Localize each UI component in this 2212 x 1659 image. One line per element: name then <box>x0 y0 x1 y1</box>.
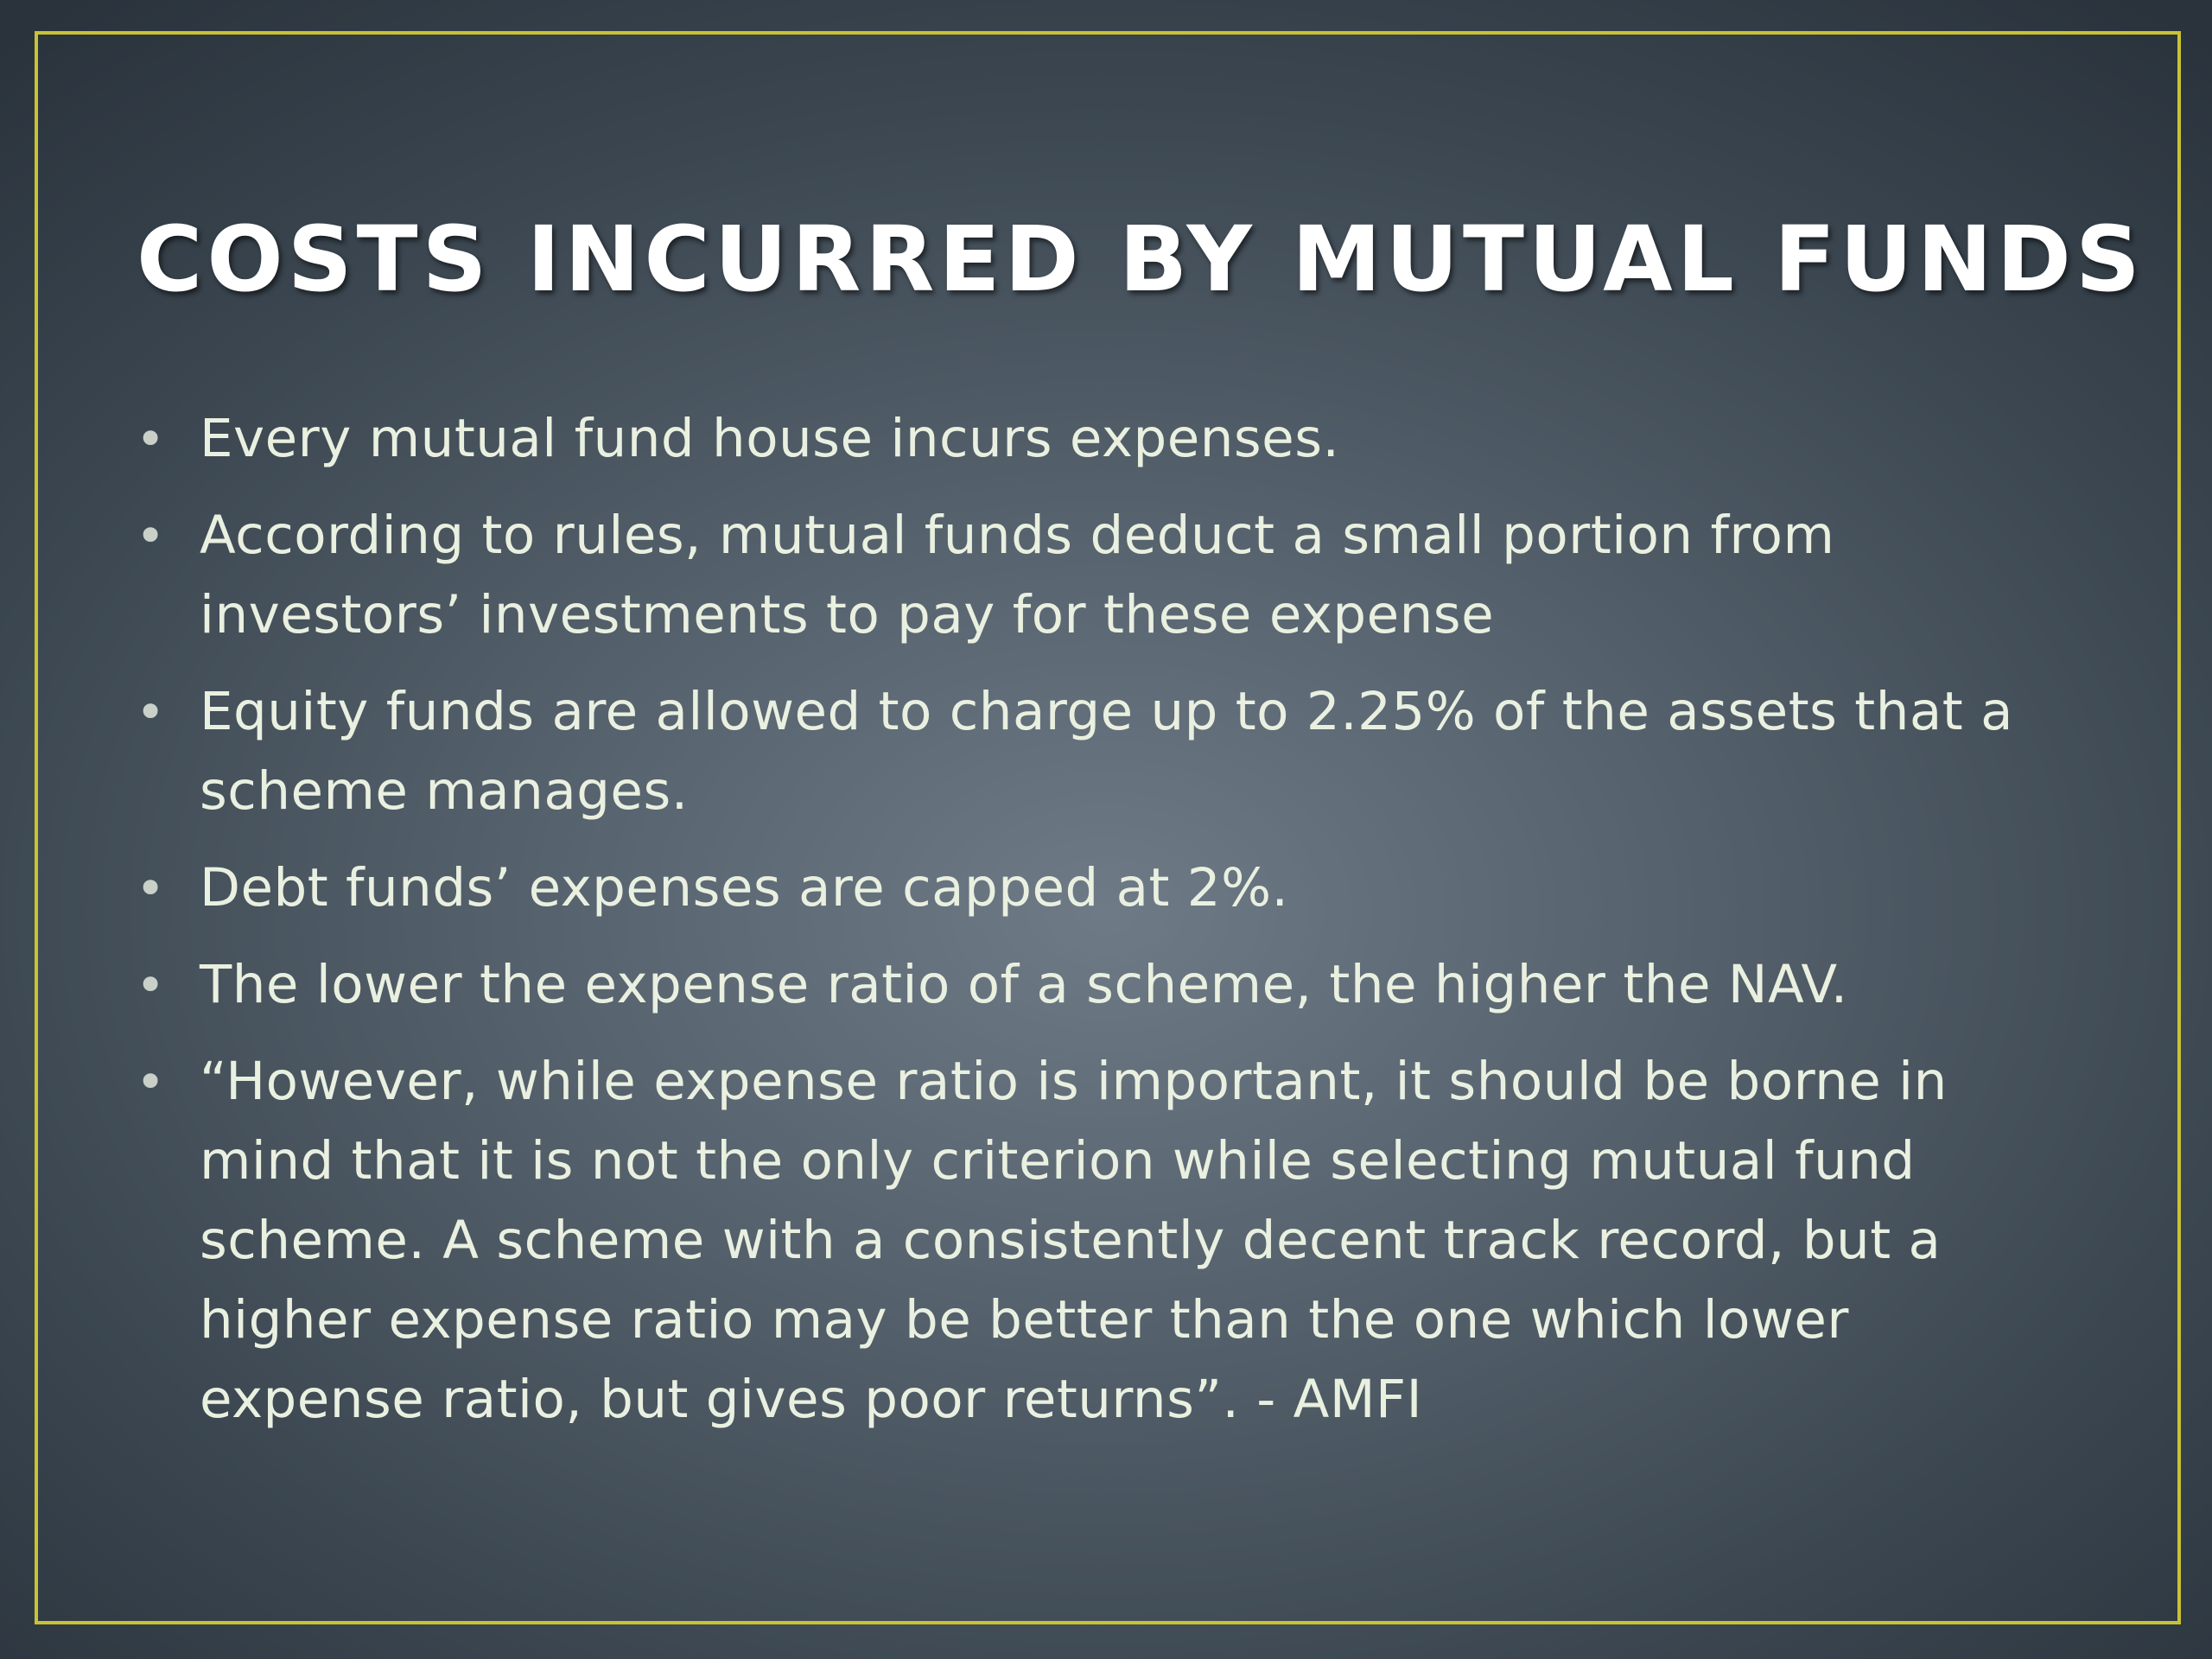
bullet-dot-icon: • <box>136 410 166 468</box>
bullet-text: Every mutual fund house incurs expenses. <box>200 408 1340 469</box>
bullet-item-amfi-quote <box>134 1042 2069 1440</box>
bullet-item-expenses <box>134 399 2069 479</box>
bullet-text: According to rules, mutual funds deduct a small portion from investors’ investments to pay for these expense <box>200 505 1835 645</box>
bullet-dot-icon: • <box>136 859 166 918</box>
bullet-dot-icon: • <box>136 683 166 741</box>
slide-title: COSTS INCURRED BY MUTUAL FUNDS <box>137 207 2145 312</box>
bullet-item-expense-ratio-nav <box>134 945 2069 1025</box>
bullet-text: “However, while expense ratio is important, it should be borne in mind that it is not the only criterion while selecting mutual fund scheme. A scheme with a consistently decent track record, but a higher expense ratio may be better than the one which lower expense ratio, but gives poor returns”. - AMFI <box>200 1051 1948 1430</box>
bullet-text: Debt funds’ expenses are capped at 2%. <box>200 857 1289 918</box>
bullet-dot-icon: • <box>136 1052 166 1111</box>
bullet-item-equity-limit <box>134 672 2069 831</box>
bullet-item-debt-cap <box>134 849 2069 928</box>
bullet-text: Equity funds are allowed to charge up to 2.25% of the assets that a scheme manages. <box>200 681 2013 822</box>
bullet-text: The lower the expense ratio of a scheme, the higher the NAV. <box>200 954 1848 1015</box>
bullet-dot-icon: • <box>136 506 166 565</box>
bullet-dot-icon: • <box>136 956 166 1014</box>
bullet-list <box>134 399 2069 1457</box>
bullet-item-deduction-rules <box>134 496 2069 655</box>
